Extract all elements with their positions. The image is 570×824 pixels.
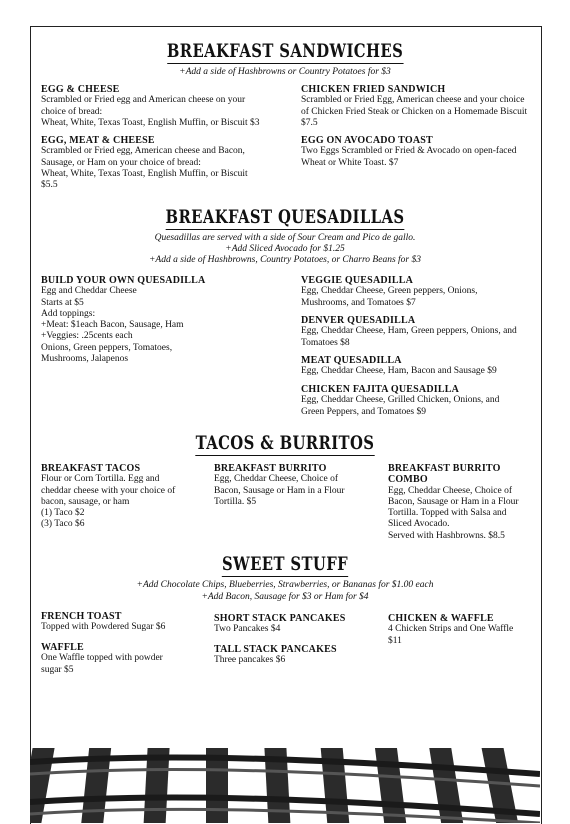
menu-item-name: CHICKEN & WAFFLE [388,613,494,624]
menu-item-desc: Two Pancakes $4 [214,624,281,635]
menu-item-desc: Flour or Corn Tortilla. Egg and cheddar cheese with your choice of bacon, sausage, or ham (1) Taco $2 (3) Taco $6 [41,474,176,530]
menu-item-name: EGG & CHEESE [41,84,120,95]
menu-item-name: BREAKFAST BURRITO [214,463,327,474]
menu-item-desc: Egg, Cheddar Cheese, Choice of Bacon, Sausage or Ham in a Flour Tortilla. Topped with Salsa and Sliced Avocado. Served with Hashbrowns. $8.5 [388,485,519,541]
menu-item-name: DENVER QUESADILLA [301,315,416,326]
menu-item-desc: Three pancakes $6 [214,655,286,666]
menu-item-desc: Topped with Powdered Sugar $6 [41,622,166,633]
section-title-sweet-stuff: SWEET STUFF [221,553,349,575]
menu-item-desc: Egg, Cheddar Cheese, Grilled Chicken, Onions, and Green Peppers, and Tomatoes $9 [301,395,500,417]
menu-item-name: FRENCH TOAST [41,611,122,622]
menu-item [301,135,541,169]
menu-item [214,463,379,508]
menu-item [388,613,538,647]
menu-item-name: BREAKFAST TACOS [41,463,141,474]
menu-item [41,611,206,634]
menu-item-desc: Scrambled or Fried egg and American cheese on your choice of bread: Wheat, White, Texas Toast, English Muffin, or Biscuit $3 [41,95,260,128]
menu-item [41,642,206,676]
menu-item-desc: 4 Chicken Strips and One Waffle $11 [388,624,514,646]
menu-item-desc: Egg, Cheddar Cheese, Choice of Bacon, Sausage or Ham in a Flour Tortilla. $5 [214,474,345,507]
menu-item-desc: Egg and Cheddar Cheese Starts at $5 Add toppings: +Meat: $1each Bacon, Sausage, Ham +Veggies: .25cents each Onions, Green peppers, Tomatoes, Mushrooms, Jalapenos [41,286,184,365]
menu-item [301,384,541,418]
menu-item-desc: Egg, Cheddar Cheese, Green peppers, Onions, Mushrooms, and Tomatoes $7 [301,286,478,308]
menu-item [301,275,541,309]
menu-item-desc: Scrambled or Fried egg, American cheese and Bacon, Sausage, or Ham on your choice of bread: Wheat, White, Texas Toast, English Muffin, or Biscuit $5.5 [41,146,248,191]
menu-item-name: CHICKEN FRIED SANDWICH [301,84,446,95]
quesadillas-note: +Add Sliced Avocado for $1.25 [225,244,345,254]
sweet-note: +Add Bacon, Sausage for $3 or Ham for $4 [201,592,369,602]
menu-item [41,463,206,531]
menu-item-name: MEAT QUESADILLA [301,355,402,366]
menu-item-name: BUILD YOUR OWN QUESADILLA [41,275,206,286]
menu-item-desc: Two Eggs Scrambled or Fried & Avocado on open-faced Wheat or White Toast. $7 [301,146,517,168]
section-title-tacos-burritos: TACOS & BURRITOS [195,432,375,454]
menu-item [41,275,291,365]
menu-item [301,355,541,378]
menu-item-name: CHICKEN FAJITA QUESADILLA [301,384,459,395]
menu-item [214,613,379,636]
menu-item-name: TALL STACK PANCAKES [214,644,337,655]
menu-item-name: VEGGIE QUESADILLA [301,275,414,286]
menu-item [388,463,538,542]
quesadillas-note: +Add a side of Hashbrowns, Country Potatoes, or Charro Beans for $3 [149,255,421,265]
sandwiches-side-note: +Add a side of Hashbrowns or Country Potatoes for $3 [179,67,391,77]
menu-item [301,315,541,349]
menu-item [214,644,379,667]
sweet-note: +Add Chocolate Chips, Blueberries, Strawberries, or Bananas for $1.00 each [136,580,434,590]
menu-item-name: EGG, MEAT & CHEESE [41,135,155,146]
section-title-breakfast-quesadillas: BREAKFAST QUESADILLAS [165,206,405,228]
menu-item [301,84,541,129]
railroad-tracks-illustration [30,740,540,823]
menu-item-desc: Egg, Cheddar Cheese, Ham, Bacon and Sausage $9 [301,366,497,377]
menu-item-name: SHORT STACK PANCAKES [214,613,346,624]
menu-item-desc: Scrambled or Fried Egg, American cheese and your choice of Chicken Fried Steak or Chicken on a Homemade Biscuit $7.5 [301,95,528,128]
menu-item-name: WAFFLE [41,642,84,653]
menu-item-desc: One Waffle topped with powder sugar $5 [41,653,163,675]
section-title-breakfast-sandwiches: BREAKFAST SANDWICHES [166,40,404,62]
menu-item [41,84,291,129]
menu-item-desc: Egg, Cheddar Cheese, Ham, Green peppers, Onions, and Tomatoes $8 [301,326,517,348]
menu-item-name: BREAKFAST BURRITO COMBO [388,463,501,486]
quesadillas-note: Quesadillas are served with a side of Sour Cream and Pico de gallo. [154,233,416,243]
menu-item-name: EGG ON AVOCADO TOAST [301,135,433,146]
menu-item [41,135,291,191]
